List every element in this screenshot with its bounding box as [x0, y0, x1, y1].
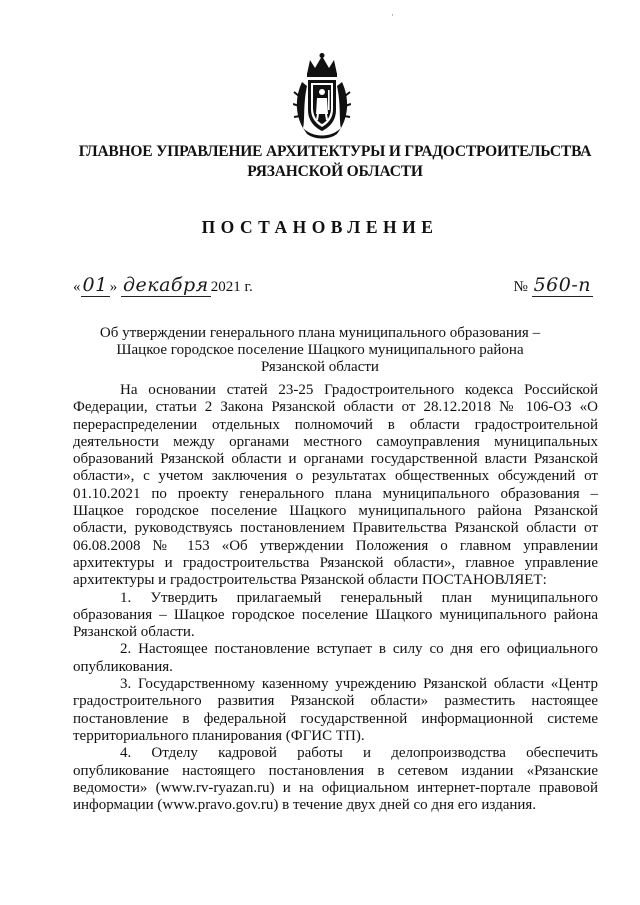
date-close-quote: »	[109, 279, 118, 295]
subject-line-3: Рязанской области	[261, 359, 379, 375]
header-line-1: ГЛАВНОЕ УПРАВЛЕНИЕ АРХИТЕКТУРЫ И ГРАДОСТРОИТЕЛЬСТВА	[78, 143, 592, 160]
resolution-item-1: 1. Утвердить прилагаемый генеральный план муниципального образования – Шацкое городское поселение Шацкого муниципального района Рязанской области.	[73, 589, 598, 641]
date-month-handwritten: декабря	[122, 274, 209, 296]
resolution-item-2: 2. Настоящее постановление вступает в силу со дня его официального опубликования.	[73, 641, 598, 675]
number-prefix: №	[513, 279, 528, 295]
document-number	[514, 274, 593, 296]
subject-line-1: Об утверждении генерального плана муниципального образования –	[99, 325, 541, 341]
header-line-2: РЯЗАНСКОЙ ОБЛАСТИ	[247, 163, 423, 180]
document-date	[73, 274, 253, 296]
date-open-quote: «	[73, 279, 81, 295]
number-value-handwritten: 560-п	[533, 274, 591, 296]
coat-of-arms-emblem	[293, 52, 351, 142]
preamble-paragraph: На основании статей 23-25 Градостроительного кодекса Российской Федерации, статьи 2 Закона Рязанской области от 28.12.2018 № 106-ОЗ «О перераспределении отдельных полномочий в области градостроительной деятельности между органами местного самоуправления муниципальных образований Рязанской области и органами государственной власти Рязанской области», с учетом заключения о результатах общественных обсуждений от 01.10.2021 по проекту генерального плана муниципального образования – Шацкое городское поселение Шацкого муниципального района Рязанской области, руководствуясь постановлением Правительства Рязанской области от 06.08.2008 № 153 «Об утверждении Положения о главном управлении архитектуры и градостроительства Рязанской области», главное управление архитектуры и градостроительства Рязанской области ПОСТАНОВЛЯЕТ:	[73, 382, 598, 589]
date-day-handwritten: 01	[82, 274, 108, 296]
subject-line-2: Шацкое городское поселение Шацкого муниципального района	[116, 342, 524, 358]
scan-artifact: ·	[391, 10, 394, 20]
document-type-title: ПОСТАНОВЛЕНИЕ	[201, 217, 439, 237]
document-subject	[90, 325, 550, 376]
document-body	[73, 382, 598, 814]
date-year: 2021 г.	[210, 279, 253, 295]
resolution-item-3: 3. Государственному казенному учреждению Рязанской области «Центр градостроительного развития Рязанской области» разместить настоящее постановление в федеральной государственной информационной системе территориального планирования (ФГИС ТП).	[73, 676, 598, 744]
resolution-item-4: 4. Отделу кадровой работы и делопроизводства обеспечить опубликование настоящего постановления в сетевом издании «Рязанские ведомости» (www.rv-ryazan.ru) и на официальном интернет-портале правовой информации (www.pravo.gov.ru) в течение двух дней со дня его издания.	[73, 745, 598, 814]
date-number-line	[73, 266, 593, 302]
issuing-authority-header	[40, 142, 630, 182]
